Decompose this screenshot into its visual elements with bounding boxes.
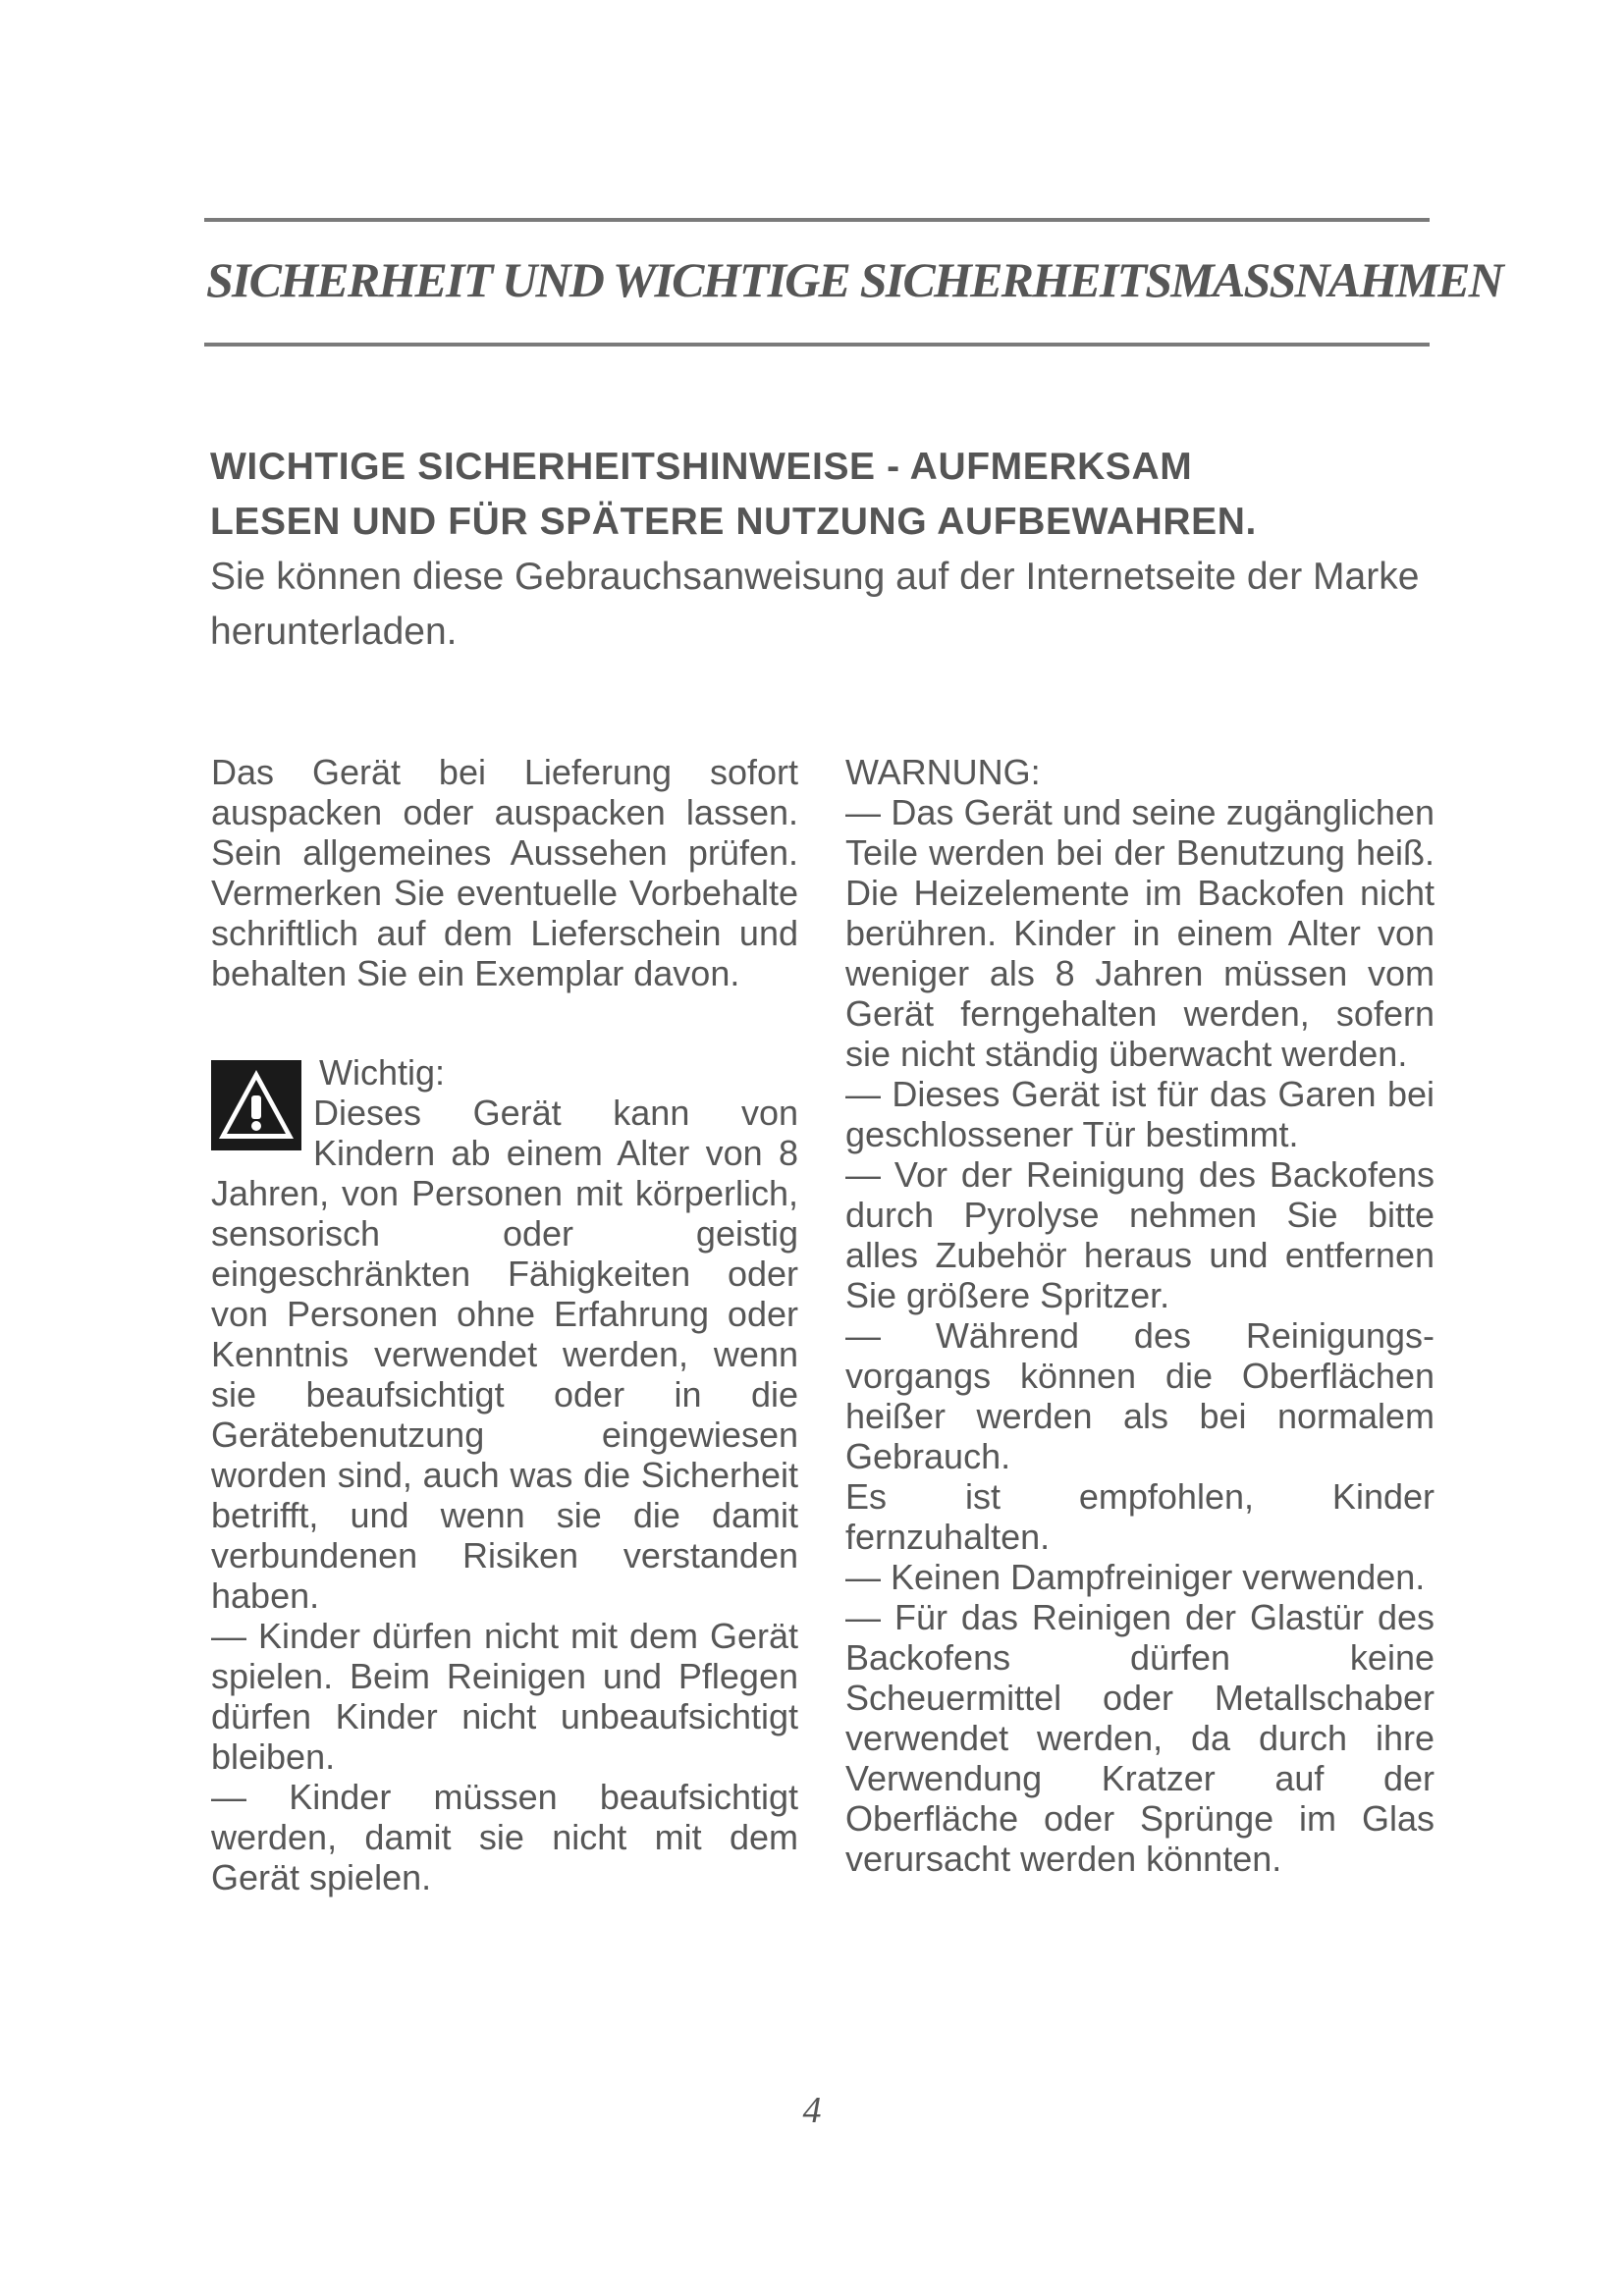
warning-item-glass-door: — Für das Reinigen der Glastür des Backofens dürfen keine Scheuermittel oder Metallschaber verwendet werden, da durch ihre Verwendung Kratzer auf der Oberfläche oder Sprünge im Glas verursacht werden könnten. xyxy=(845,1597,1435,1879)
intro-bold-line-2: LESEN UND FÜR SPÄTERE NUTZUNG AUFBEWAHREN. xyxy=(210,501,1257,543)
important-text: Dieses Gerät kann von Kindern ab einem Alter von 8 Jahren, von Personen mit körperlich, sensorisch oder geistig eingeschränkten Fähigkeiten oder von Personen ohne Erfahrung oder Kenntnis verwendet werden, wenn sie beaufsichtigt oder in die Gerätebenutzung eingewiesen worden sind, auch was die Sicherheit betrifft, und wenn sie die damit verbundenen Risiken verstanden haben. xyxy=(211,1093,798,1616)
intro-bold-line-1: WICHTIGE SICHERHEITSHINWEISE - AUFMERKSAM xyxy=(210,446,1193,488)
warning-heading: WARNUNG: xyxy=(845,752,1041,792)
header-top-rule xyxy=(204,218,1430,222)
important-notice xyxy=(211,1052,798,1616)
delivery-paragraph: Das Gerät bei Lieferung sofort auspacken oder auspacken lassen. Sein allgemeines Aussehen prüfen. Vermerken Sie eventuelle Vorbehalte schriftlich auf dem Lieferschein und behalten Sie ein Exemplar davon. xyxy=(211,752,798,993)
page-number: 4 xyxy=(802,2090,822,2131)
warning-item-pyrolysis: — Vor der Reinigung des Backofens durch Pyrolyse nehmen Sie bitte alles Zubehör heraus und entfernen Sie größere Spritzer. xyxy=(845,1154,1435,1315)
header-bottom-rule xyxy=(204,343,1430,347)
important-heading: Wichtig: xyxy=(319,1052,446,1093)
right-column xyxy=(845,752,1435,1879)
spacer xyxy=(211,993,798,1052)
warning-triangle-icon xyxy=(211,1060,301,1150)
warning-item-hot-surfaces: — Während des Reinigungs-vorgangs können die Oberflächen heißer werden als bei normalem Gebrauch. xyxy=(845,1315,1435,1476)
intro-block xyxy=(210,440,1428,660)
left-column xyxy=(211,752,798,1897)
children-supervision-bullet: — Kinder müssen beaufsichtigt werden, damit sie nicht mit dem Gerät spielen. xyxy=(211,1777,798,1897)
children-play-bullet: — Kinder dürfen nicht mit dem Gerät spielen. Beim Reinigen und Pflegen dürfen Kinder nicht unbeaufsichtigt bleiben. xyxy=(211,1616,798,1777)
intro-download-note: Sie können diese Gebrauchsanweisung auf der Internetseite der Marke herunterladen. xyxy=(210,556,1420,653)
section-title: SICHERHEIT UND WICHTIGE SICHERHEITSMASSNAHMEN xyxy=(206,252,1502,307)
warning-item-keep-children-away: Es ist empfohlen, Kinder fernzuhalten. xyxy=(845,1476,1435,1557)
warning-item-no-steam-cleaner: — Keinen Dampfreiniger verwenden. xyxy=(845,1557,1426,1597)
warning-item-hot-parts: — Das Gerät und seine zugänglichen Teile werden bei der Benutzung heiß. Die Heizelemente im Backofen nicht berühren. Kinder in einem Alter von weniger als 8 Jahren müssen vom Gerät ferngehalten werden, sofern sie nicht ständig überwacht werden. xyxy=(845,792,1435,1074)
warning-item-closed-door: — Dieses Gerät ist für das Garen bei geschlossener Tür bestimmt. xyxy=(845,1074,1435,1154)
